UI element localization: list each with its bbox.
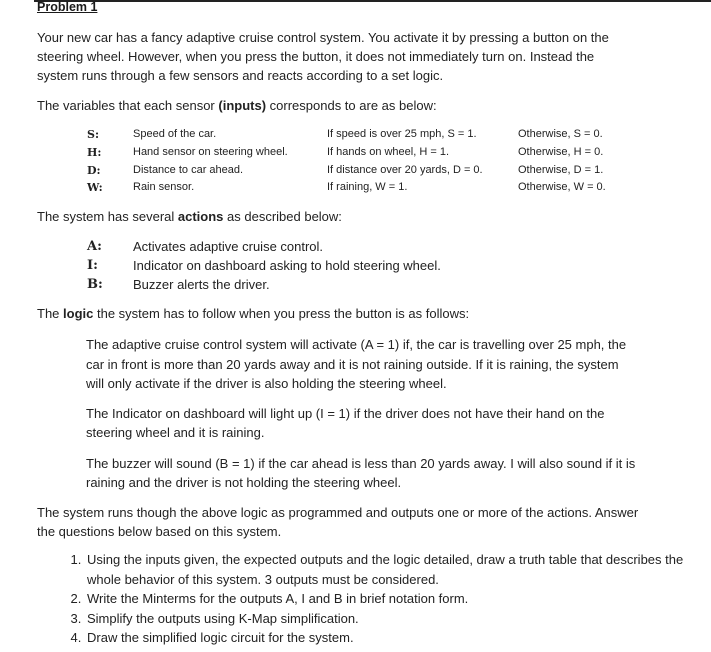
input-else-s: Otherwise, S = 0. — [518, 128, 603, 140]
logic-rule-a-line-1: The adaptive cruise control system will activate (A = 1) if, the car is travelling over 25 mph, the — [86, 337, 627, 352]
input-cond-h: If hands on wheel, H = 1. — [327, 146, 449, 158]
input-cond-w: If raining, W = 1. — [327, 181, 408, 193]
question-item: 2. Write the Minterms for the outputs A, I and B in brief notation form. — [85, 589, 705, 609]
top-rule — [34, 0, 711, 2]
variables-intro: The variables that each sensor (inputs) corresponds to are as below: — [37, 98, 437, 113]
logic-rule-b-line-2: raining and the driver is not holding the steering wheel. — [86, 475, 402, 490]
input-desc-d: Distance to car ahead. — [133, 164, 244, 176]
input-desc-w: Rain sensor. — [133, 181, 195, 193]
input-else-h: Otherwise, H = 0. — [518, 146, 604, 158]
action-symbol-i: I: — [87, 258, 98, 273]
logic-rule-b-line-1: The buzzer will sound (B = 1) if the car ahead is less than 20 yards away. I will also sound if it is — [86, 456, 636, 471]
system-runs-line-1: The system runs though the above logic as programmed and outputs one or more of the actions. Answer — [37, 505, 639, 520]
input-cond-d: If distance over 20 yards, D = 0. — [327, 164, 483, 176]
input-cond-s: If speed is over 25 mph, S = 1. — [327, 128, 477, 140]
question-item: 3. Simplify the outputs using K-Map simplification. — [85, 609, 705, 629]
action-desc-b: Buzzer alerts the driver. — [133, 277, 270, 292]
logic-rule-i-line-2: steering wheel and it is raining. — [86, 425, 265, 440]
intro-line-1: Your new car has a fancy adaptive cruise control system. You activate it by pressing a button on the — [37, 30, 609, 45]
intro-line-2: steering wheel. However, when you press the button, it does not immediately turn on. Instead the — [37, 49, 595, 64]
logic-rule-i-line-1: The Indicator on dashboard will light up (I = 1) if the driver does not have their hand on the — [86, 406, 605, 421]
action-symbol-a: A: — [87, 239, 102, 254]
logic-rule-a-line-3: will only activate if the driver is also holding the steering wheel. — [86, 376, 447, 391]
input-desc-h: Hand sensor on steering wheel. — [133, 146, 288, 158]
question-item: 1. Using the inputs given, the expected outputs and the logic detailed, draw a truth table that describes the whole behavior of this system. 3 outputs must be considered. — [85, 550, 705, 589]
question-item: 4. Draw the simplified logic circuit for the system. — [85, 628, 705, 648]
questions-list — [60, 550, 705, 648]
input-else-d: Otherwise, D = 1. — [518, 164, 604, 176]
input-symbol-d: D: — [87, 164, 101, 177]
input-symbol-s: S: — [87, 128, 100, 141]
input-desc-s: Speed of the car. — [133, 128, 217, 140]
logic-intro: The logic the system has to follow when you press the button is as follows: — [37, 306, 470, 321]
page-title: Problem 1 — [37, 0, 98, 14]
system-runs-line-2: the questions below based on this system. — [37, 524, 282, 539]
input-symbol-h: H: — [87, 146, 102, 159]
actions-intro: The system has several actions as described below: — [37, 209, 342, 224]
logic-rule-a-line-2: car in front is more than 20 yards away and it is not raining outside. If it is raining, the system — [86, 357, 619, 372]
action-desc-a: Activates adaptive cruise control. — [133, 239, 324, 254]
input-symbol-w: W: — [87, 181, 103, 194]
intro-line-3: system runs through a few sensors and reacts according to a set logic. — [37, 68, 444, 83]
action-symbol-b: B: — [87, 277, 103, 292]
input-else-w: Otherwise, W = 0. — [518, 181, 606, 193]
action-desc-i: Indicator on dashboard asking to hold steering wheel. — [133, 258, 441, 273]
